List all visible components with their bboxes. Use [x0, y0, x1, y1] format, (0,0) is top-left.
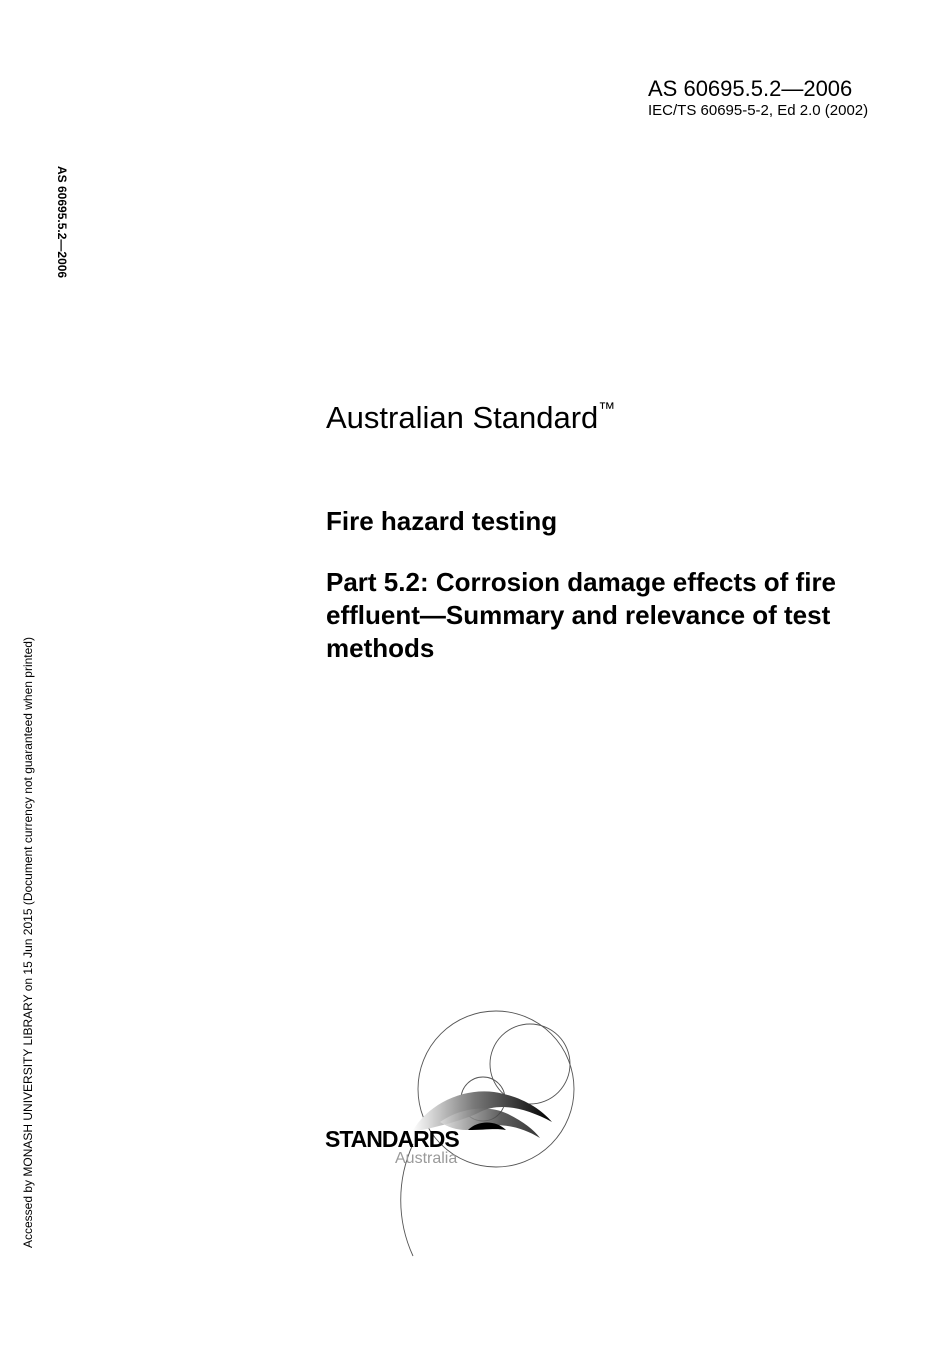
access-note: Accessed by MONASH UNIVERSITY LIBRARY on 15 Jun 2015 (Document currency not guaranteed when printed): [21, 637, 35, 1248]
iec-reference: IEC/TS 60695-5-2, Ed 2.0 (2002): [648, 102, 869, 119]
series-name: [326, 398, 615, 438]
standard-number: AS 60695.5.2—2006: [648, 76, 853, 101]
spine-label: AS 60695.5.2—2006: [55, 166, 69, 279]
standards-australia-logo: [320, 1004, 580, 1264]
logo-wordmark: STANDARDS: [325, 1126, 459, 1152]
logo-subtitle: Australia: [395, 1150, 458, 1167]
trademark-symbol: ™: [598, 399, 616, 418]
part-title: Part 5.2: Corrosion damage effects of fire effluent—Summary and relevance of test methods: [326, 567, 837, 663]
document-title: Fire hazard testing: [326, 506, 558, 536]
series-name-text: Australian Standard: [326, 400, 599, 435]
